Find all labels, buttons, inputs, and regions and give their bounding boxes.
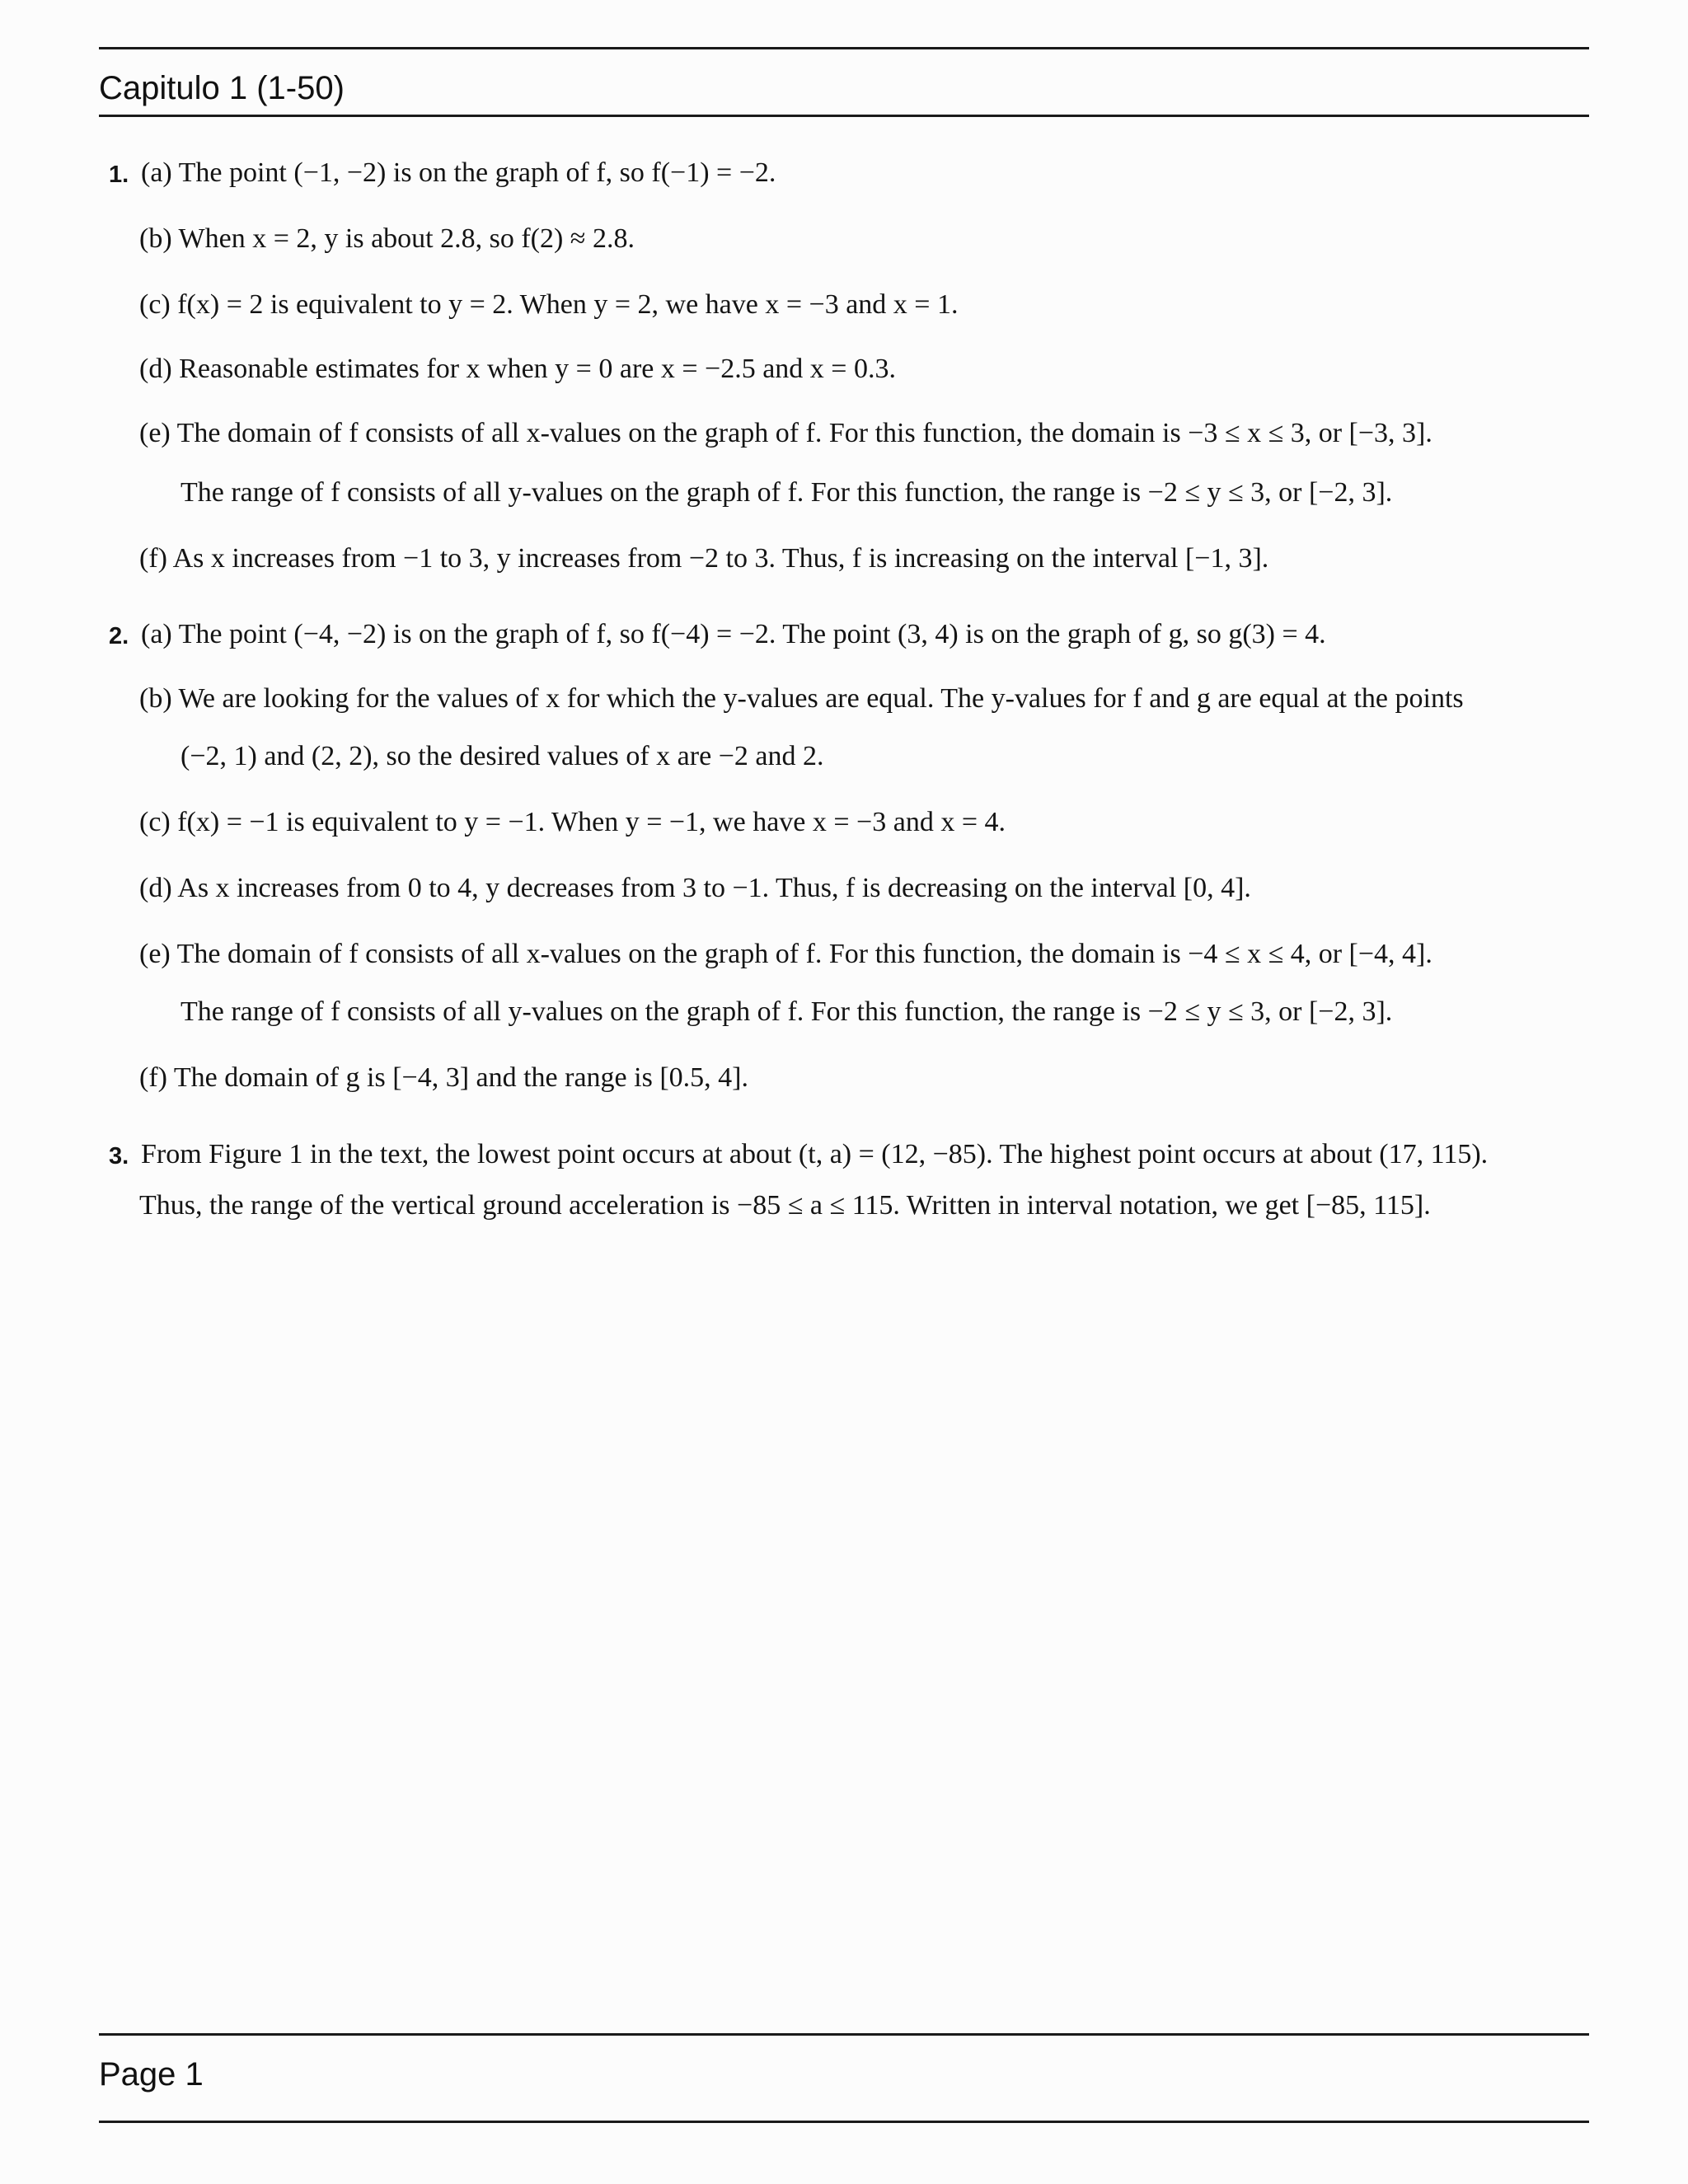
problem-2-line-e2: The range of f consists of all y-values on the graph of f. For this function, the range is −2 ≤ y ≤ 3, or [−2, 3]. <box>181 996 1393 1027</box>
page-header-title: Capitulo 1 (1-50) <box>99 70 345 106</box>
problem-2-line-b2: (−2, 1) and (2, 2), so the desired values of x are −2 and 2. <box>181 741 824 771</box>
problem-1-line-b: (b) When x = 2, y is about 2.8, so f(2) ≈ 2.8. <box>139 223 635 254</box>
problem-2-line-d: (d) As x increases from 0 to 4, y decreases from 3 to −1. Thus, f is decreasing on the interval [0, 4]. <box>139 873 1251 903</box>
problem-2-line-a: (a) The point (−4, −2) is on the graph of f, so f(−4) = −2. The point (3, 4) is on the graph of g, so g(3) = 4. <box>141 619 1326 649</box>
footer-bottom-rule <box>99 2121 1589 2123</box>
problem-1-line-e2: The range of f consists of all y-values on the graph of f. For this function, the range is −2 ≤ y ≤ 3, or [−2, 3]. <box>181 477 1393 508</box>
page-footer-label: Page 1 <box>99 2056 204 2093</box>
footer-top-rule <box>99 2033 1589 2036</box>
header-top-rule <box>99 47 1589 49</box>
problem-1-line-f: (f) As x increases from −1 to 3, y increases from −2 to 3. Thus, f is increasing on the interval [−1, 3]. <box>139 543 1269 574</box>
problem-1-line-e1: (e) The domain of f consists of all x-values on the graph of f. For this function, the domain is −3 ≤ x ≤ 3, or [−3, 3]. <box>139 418 1432 448</box>
problem-3-line-2: Thus, the range of the vertical ground acceleration is −85 ≤ a ≤ 115. Written in interval notation, we get [−85, 115]. <box>139 1190 1431 1221</box>
problem-2-line-e1: (e) The domain of f consists of all x-values on the graph of f. For this function, the domain is −4 ≤ x ≤ 4, or [−4, 4]. <box>139 939 1432 969</box>
problem-2-line-c: (c) f(x) = −1 is equivalent to y = −1. When y = −1, we have x = −3 and x = 4. <box>139 807 1006 837</box>
problem-1-line-c: (c) f(x) = 2 is equivalent to y = 2. When y = 2, we have x = −3 and x = 1. <box>139 289 959 320</box>
problem-1-line-d: (d) Reasonable estimates for x when y = 0 are x = −2.5 and x = 0.3. <box>139 354 896 384</box>
header-bottom-rule <box>99 115 1589 117</box>
problem-3-line-1: From Figure 1 in the text, the lowest point occurs at about (t, a) = (12, −85). The highest point occurs at about (17, 115). <box>141 1139 1489 1169</box>
problem-1-line-a: (a) The point (−1, −2) is on the graph of f, so f(−1) = −2. <box>141 157 776 188</box>
problem-3-number: 3. <box>109 1143 129 1169</box>
problem-2-line-b1: (b) We are looking for the values of x for which the y-values are equal. The y-values for f and g are equal at the points <box>139 683 1464 714</box>
problem-1-number: 1. <box>109 162 129 188</box>
problem-2-line-f: (f) The domain of g is [−4, 3] and the range is [0.5, 4]. <box>139 1062 748 1093</box>
problem-2-number: 2. <box>109 623 129 649</box>
